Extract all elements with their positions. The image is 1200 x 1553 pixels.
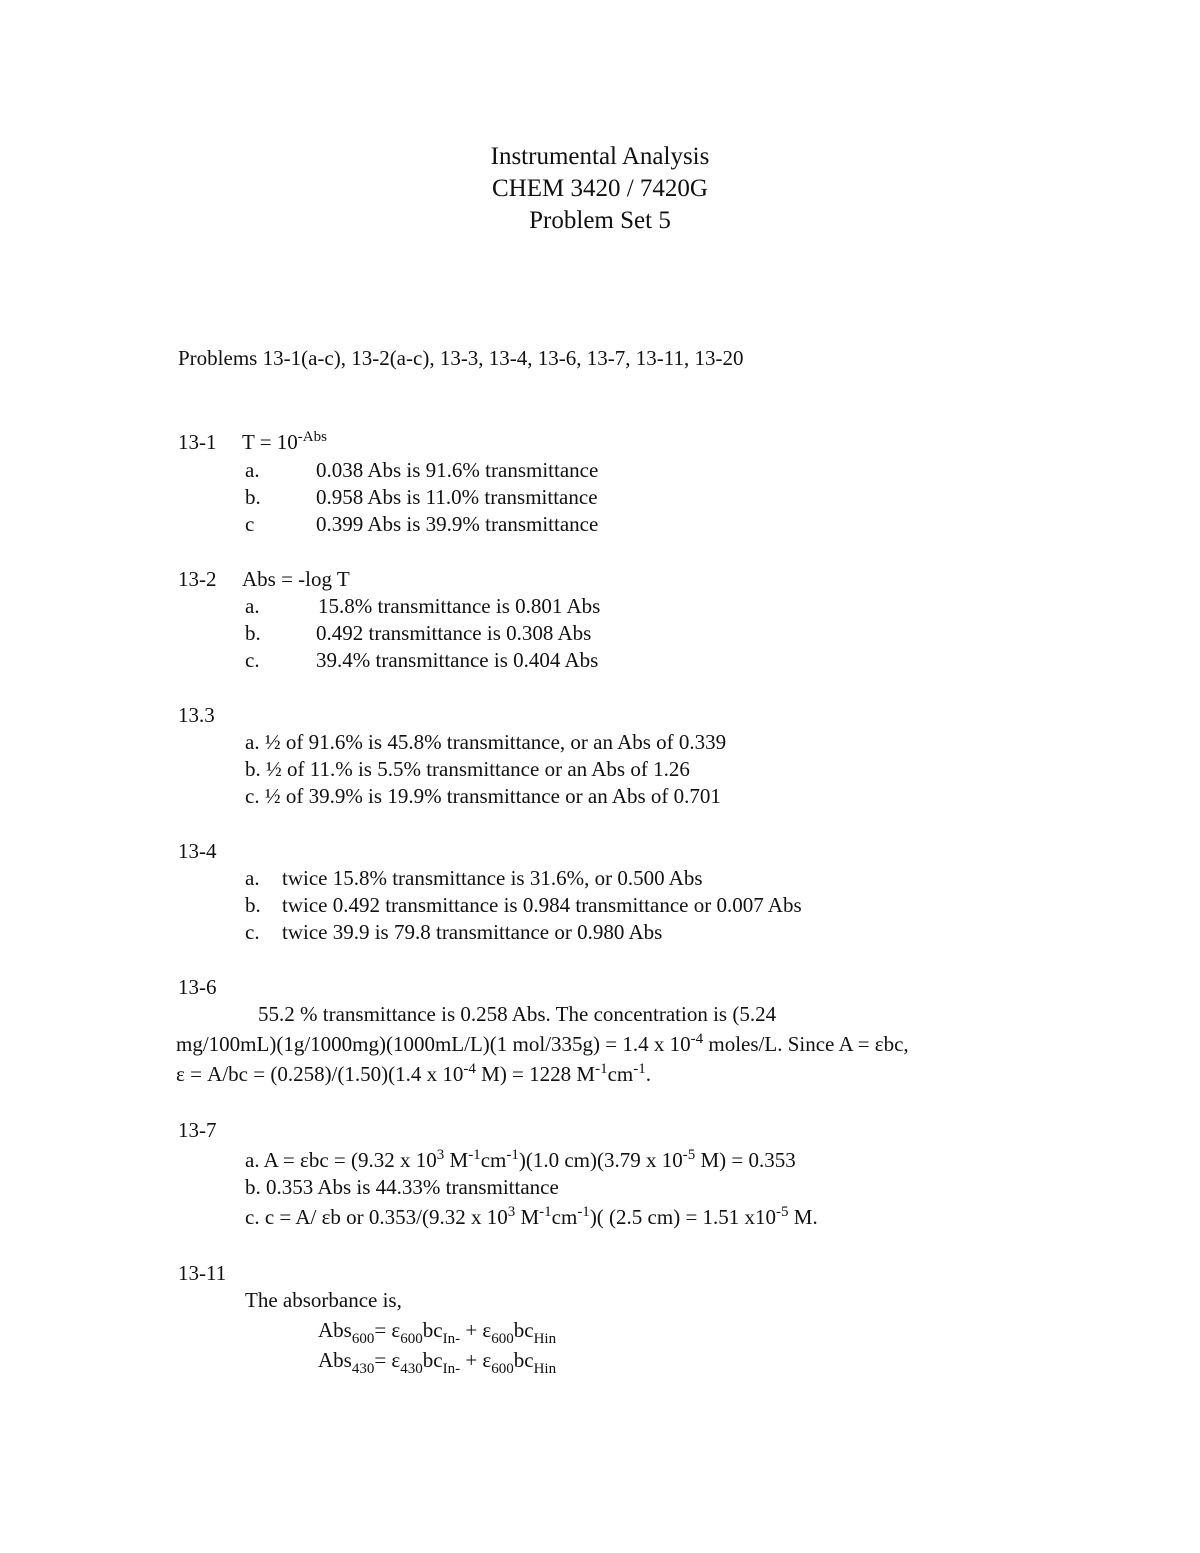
- exponent: -4: [463, 1061, 476, 1077]
- text-run: cm: [480, 1148, 507, 1172]
- equation-exponent: -Abs: [297, 429, 327, 445]
- list-item: a. ½ of 91.6% is 45.8% transmittance, or an Abs of 0.339: [245, 730, 727, 754]
- subscript: Hin: [533, 1361, 557, 1377]
- paragraph-line: 55.2 % transmittance is 0.258 Abs. The concentration is (5.24: [258, 1002, 777, 1026]
- list-item-label: a.: [245, 866, 260, 890]
- exponent: -1: [595, 1061, 608, 1077]
- text-run: cm: [607, 1062, 634, 1086]
- list-item: b. 0.353 Abs is 44.33% transmittance: [245, 1175, 559, 1199]
- list-item: b. ½ of 11.% is 5.5% transmittance or an Abs of 1.26: [245, 757, 690, 781]
- subscript: 600: [400, 1331, 423, 1347]
- text-run: + ε: [460, 1348, 492, 1372]
- problem-13-1-equation: [242, 430, 327, 457]
- subscript: In-: [442, 1361, 461, 1377]
- text-run: Abs: [318, 1348, 352, 1372]
- text-run: a. A = εbc = (9.32 x 10: [245, 1148, 437, 1172]
- list-item: twice 39.9 is 79.8 transmittance or 0.980 Abs: [282, 920, 663, 944]
- list-item: 0.399 Abs is 39.9% transmittance: [316, 512, 599, 536]
- list-item: [245, 1205, 818, 1232]
- paragraph-line: The absorbance is,: [245, 1288, 402, 1312]
- text-run: bc: [422, 1348, 443, 1372]
- exponent: -1: [506, 1147, 519, 1163]
- subscript: 600: [491, 1361, 514, 1377]
- subscript: 430: [400, 1361, 423, 1377]
- assigned-problems: Problems 13-1(a-c), 13-2(a-c), 13-3, 13-4, 13-6, 13-7, 13-11, 13-20: [178, 346, 744, 370]
- problem-13-2-equation: Abs = -log T: [242, 567, 350, 591]
- subscript: In-: [442, 1331, 461, 1347]
- subscript: 600: [351, 1331, 375, 1347]
- text-run: cm: [551, 1205, 578, 1229]
- text-run: M: [515, 1205, 540, 1229]
- text-run: .: [645, 1062, 651, 1086]
- text-run: M) = 1228 M: [475, 1062, 596, 1086]
- text-run: M: [444, 1148, 469, 1172]
- paragraph-line: [176, 1062, 651, 1089]
- list-item-label: b.: [245, 485, 261, 509]
- list-item-label: b.: [245, 893, 261, 917]
- text-run: + ε: [460, 1318, 492, 1342]
- exponent: 3: [436, 1147, 445, 1163]
- problem-13-6-number: 13-6: [178, 975, 217, 999]
- problem-13-1-number: 13-1: [178, 430, 217, 454]
- list-item: 15.8% transmittance is 0.801 Abs: [318, 594, 601, 618]
- list-item: [245, 1148, 796, 1175]
- text-run: M.: [788, 1205, 818, 1229]
- subscript: 430: [351, 1361, 375, 1377]
- problem-set-title: Problem Set 5: [529, 207, 671, 234]
- text-run: = ε: [374, 1348, 401, 1372]
- list-item: 39.4% transmittance is 0.404 Abs: [316, 648, 599, 672]
- list-item: 0.958 Abs is 11.0% transmittance: [316, 485, 598, 509]
- course-code: CHEM 3420 / 7420G: [492, 175, 708, 202]
- text-run: bc: [422, 1318, 443, 1342]
- paragraph-line: [176, 1032, 909, 1059]
- text-run: mg/100mL)(1g/1000mg)(1000mL/L)(1 mol/335g) = 1.4 x 10: [176, 1032, 691, 1056]
- text-run: c. c = A/ εb or 0.353/(9.32 x 10: [245, 1205, 508, 1229]
- equation-abs-430: [318, 1348, 556, 1375]
- text-run: moles/L. Since A = εbc,: [703, 1032, 909, 1056]
- exponent: -4: [690, 1031, 704, 1047]
- text-run: = ε: [374, 1318, 401, 1342]
- exponent: -5: [776, 1204, 789, 1220]
- text-run: bc: [513, 1318, 534, 1342]
- list-item-label: a.: [245, 458, 260, 482]
- exponent: -1: [633, 1061, 646, 1077]
- exponent: -5: [682, 1147, 696, 1163]
- document-title: Instrumental Analysis: [490, 143, 710, 170]
- list-item-label: c.: [245, 920, 260, 944]
- exponent: -1: [577, 1204, 590, 1220]
- list-item: twice 0.492 transmittance is 0.984 transmittance or 0.007 Abs: [282, 893, 802, 917]
- text-run: )(1.0 cm)(3.79 x 10: [518, 1148, 683, 1172]
- equation-abs-600: [318, 1318, 556, 1345]
- problem-13-7-number: 13-7: [178, 1118, 217, 1142]
- list-item: 0.038 Abs is 91.6% transmittance: [316, 458, 599, 482]
- problem-13-11-number: 13-11: [178, 1261, 227, 1285]
- text-run: M) = 0.353: [695, 1148, 796, 1172]
- subscript: 600: [491, 1331, 514, 1347]
- list-item-label: b.: [245, 621, 261, 645]
- exponent: -1: [468, 1147, 481, 1163]
- text-run: bc: [513, 1348, 534, 1372]
- list-item-label: a.: [245, 594, 260, 618]
- text-run: Abs: [318, 1318, 352, 1342]
- list-item: twice 15.8% transmittance is 31.6%, or 0.500 Abs: [282, 866, 703, 890]
- subscript: Hin: [533, 1331, 557, 1347]
- text-run: )( (2.5 cm) = 1.51 x10: [589, 1205, 777, 1229]
- list-item-label: c.: [245, 648, 260, 672]
- problem-13-3-number: 13.3: [178, 703, 215, 727]
- list-item: c. ½ of 39.9% is 19.9% transmittance or an Abs of 0.701: [245, 784, 721, 808]
- exponent: 3: [507, 1204, 516, 1220]
- list-item-label: c: [245, 512, 255, 536]
- text-run: ε = A/bc = (0.258)/(1.50)(1.4 x 10: [176, 1062, 464, 1086]
- exponent: -1: [539, 1204, 552, 1220]
- equation-base: T = 10: [242, 430, 298, 454]
- problem-13-2-number: 13-2: [178, 567, 217, 591]
- problem-13-4-number: 13-4: [178, 839, 217, 863]
- list-item: 0.492 transmittance is 0.308 Abs: [316, 621, 592, 645]
